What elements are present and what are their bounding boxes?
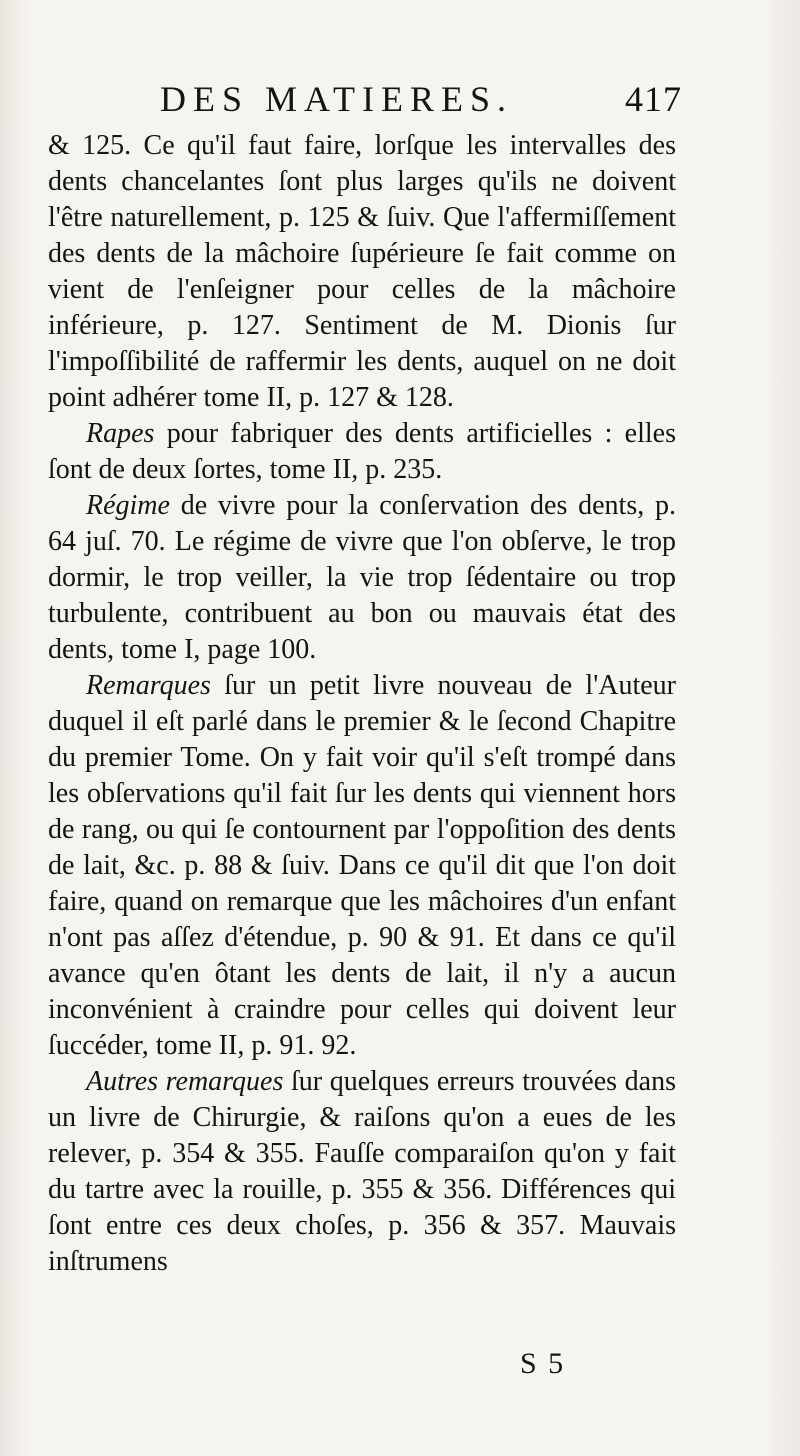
page-number: 417 — [625, 79, 682, 119]
index-entry-regime — [48, 488, 676, 668]
entry-keyword: Régime — [86, 490, 170, 521]
entry-keyword: Rapes — [86, 418, 155, 449]
index-entry-remarques — [48, 668, 676, 1064]
index-entry-continued — [48, 128, 676, 416]
entry-text: & 125. Ce qu'il faut faire, lorſque les intervalles des dents chancelantes ſont plus larges qu'ils ne doivent l'être naturellement, p. 125 & ſuiv. Que l'affermiſſement des dents de la mâchoire ſupérieure ſe fait comme on vient de l'enſeigner pour celles de la mâchoire inférieure, p. 127. Sentiment de M. Dionis ſur l'impoſſibilité de raffermir les dents, auquel on ne doit point adhérer tome II, p. 127 & 128. — [48, 130, 676, 413]
signature-mark: S 5 — [520, 1347, 566, 1380]
index-body — [48, 128, 676, 1280]
header-title: DES MATIERES. — [160, 79, 514, 119]
entry-keyword: Autres remarques — [86, 1066, 284, 1097]
entry-text: de vivre pour la conſervation des dents, p. 64 juſ. 70. Le régime de vivre que l'on obſerve, le trop dormir, le trop veiller, la vie trop ſédentaire ou trop turbulente, contribuent au bon ou mauvais état des dents, tome I, page 100. — [48, 490, 676, 665]
index-entry-autres-remarques — [48, 1064, 676, 1280]
entry-keyword: Remarques — [86, 670, 211, 701]
running-header — [150, 78, 690, 122]
entry-text: ſur quelques erreurs trouvées dans un livre de Chirurgie, & raiſons qu'on a eues de les relever, p. 354 & 355. Fauſſe comparaiſon qu'on y fait du tartre avec la rouille, p. 355 & 356. Différences qui ſont entre ces deux choſes, p. 356 & 357. Mauvais inſtrumens — [48, 1066, 676, 1277]
index-entry-rapes — [48, 416, 676, 488]
entry-text: ſur un petit livre nouveau de l'Auteur duquel il eſt parlé dans le premier & le ſecond Chapitre du premier Tome. On y fait voir qu'il s'eſt trompé dans les obſervations qu'il fait ſur les dents qui viennent hors de rang, ou qui ſe contournent par l'oppoſition des dents de lait, &c. p. 88 & ſuiv. Dans ce qu'il dit que l'on doit faire, quand on remarque que les mâchoires d'un enfant n'ont pas aſſez d'étendue, p. 90 & 91. Et dans ce qu'il avance qu'en ôtant les dents de lait, il n'y a aucun inconvénient à craindre pour celles qui doivent leur ſuccéder, tome II, p. 91. 92. — [48, 670, 676, 1061]
entry-text: pour fabriquer des dents artificielles : elles ſont de deux ſortes, tome II, p. 235. — [48, 418, 676, 485]
